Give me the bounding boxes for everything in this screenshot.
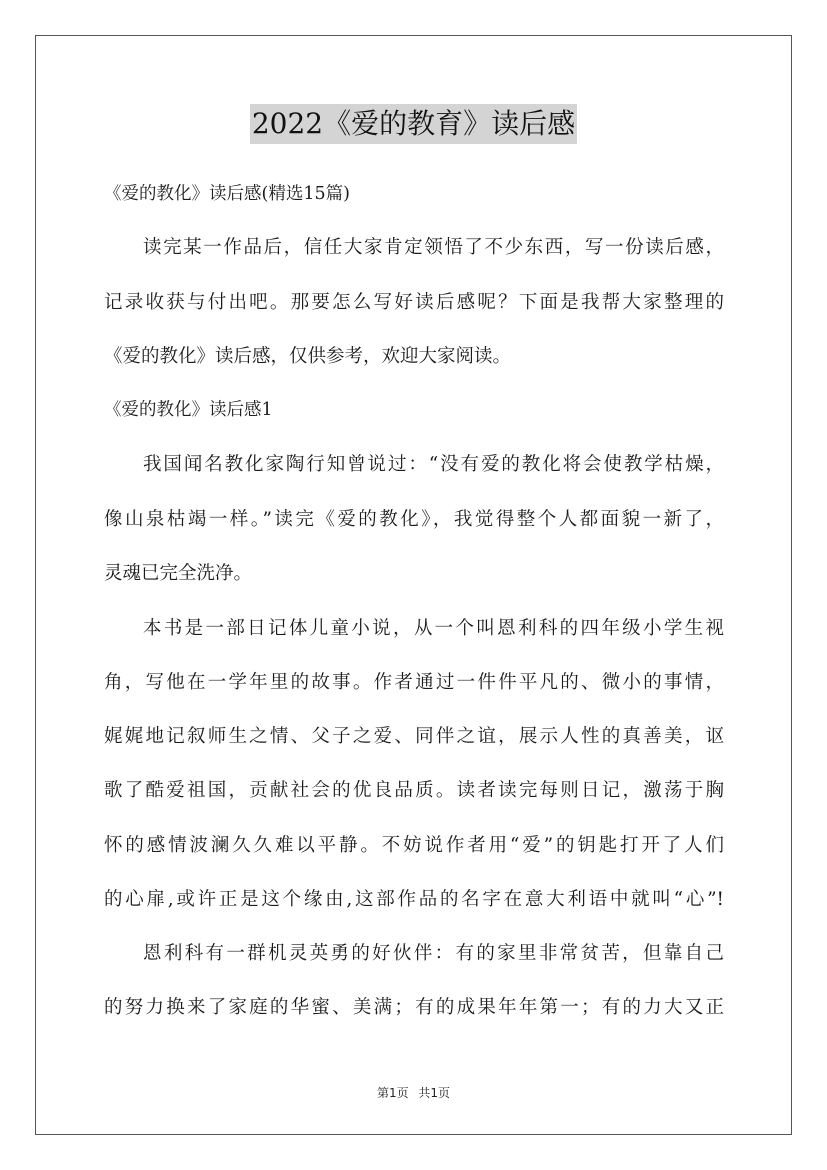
paragraph2-line-1: 本书是一部日记体儿童小说，从一个叫恩利科的四年级小学生视 — [143, 618, 724, 639]
paragraph3-line-2: 的努力换来了家庭的华蜜、美满；有的成果年年第一；有的力大又正 — [104, 997, 724, 1018]
paragraph3-line-1: 恩利科有一群机灵英勇的好伙伴：有的家里非常贫苦，但靠自己 — [143, 943, 724, 964]
page-footer — [0, 1084, 827, 1101]
paragraph1-line-2: 像山泉枯竭一样。”读完《爱的教化》，我觉得整个人都面貌一新了， — [104, 509, 724, 530]
section-heading: 《爱的教化》读后感1 — [104, 400, 273, 420]
paragraph1-line-3: 灵魂已完全洗净。 — [104, 563, 253, 584]
intro-line-2: 记录收获与付出吧。那要怎么写好读后感呢？下面是我帮大家整理的 — [104, 292, 724, 313]
paragraph1-line-1: 我国闻名教化家陶行知曾说过：“没有爱的教化将会使教学枯燥， — [143, 454, 724, 475]
document-title: 2022《爱的教育》读后感 — [250, 104, 577, 144]
intro-line-3: 《爱的教化》读后感，仅供参考，欢迎大家阅读。 — [104, 346, 512, 367]
paragraph2-line-5: 怀的感情波澜久久难以平静。不妨说作者用“爱”的钥匙打开了人们 — [104, 835, 724, 856]
subtitle: 《爱的教化》读后感(精选15篇) — [104, 184, 350, 204]
paragraph2-line-3: 娓娓地记叙师生之情、父子之爱、同伴之谊，展示人性的真善美，讴 — [104, 726, 724, 747]
paragraph2-line-4: 歌了酷爱祖国，贡献社会的优良品质。读者读完每则日记，激荡于胸 — [104, 780, 724, 801]
paragraph2-line-6: 的心扉,或许正是这个缘由,这部作品的名字在意大利语中就叫“心”! — [104, 889, 724, 910]
page-number: 第1页 — [376, 1086, 409, 1100]
title-container — [0, 104, 827, 144]
page-total: 共1页 — [418, 1086, 451, 1100]
paragraph2-line-2: 角，写他在一学年里的故事。作者通过一件件平凡的、微小的事情， — [104, 672, 724, 693]
intro-line-1: 读完某一作品后，信任大家肯定领悟了不少东西，写一份读后感， — [143, 237, 724, 258]
